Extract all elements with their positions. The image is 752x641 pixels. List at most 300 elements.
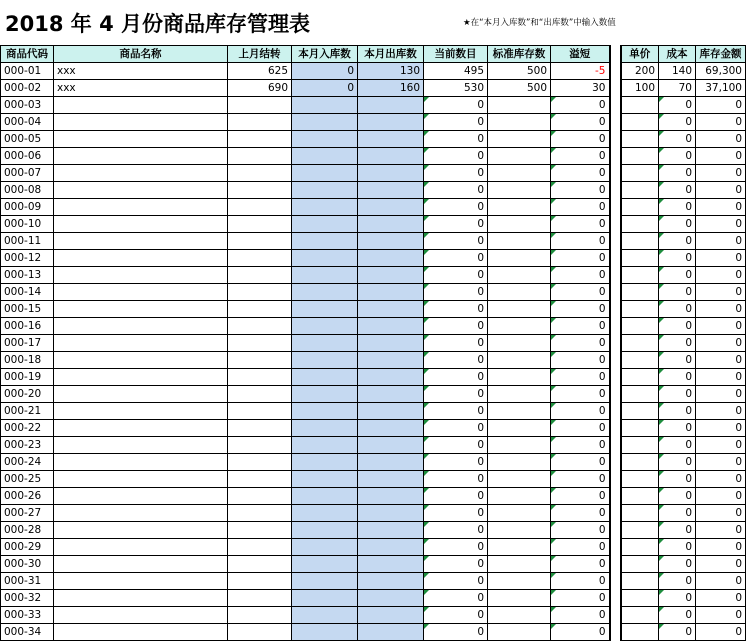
- cell-outbound[interactable]: [358, 488, 424, 505]
- cell-inbound[interactable]: [292, 267, 358, 284]
- cell-item-code[interactable]: 000-14: [1, 284, 54, 301]
- cell-cost[interactable]: 0: [659, 267, 696, 284]
- cell-cost[interactable]: 0: [659, 369, 696, 386]
- cell-standard[interactable]: 500: [488, 80, 551, 97]
- cell-current[interactable]: 495: [424, 63, 488, 80]
- cell-outbound[interactable]: [358, 437, 424, 454]
- cell-surplus[interactable]: 0: [551, 539, 610, 556]
- cell-inbound[interactable]: [292, 335, 358, 352]
- cell-standard[interactable]: [488, 148, 551, 165]
- cell-inbound[interactable]: [292, 573, 358, 590]
- cell-unit-price[interactable]: 100: [621, 80, 659, 97]
- header-stock-value[interactable]: 库存金额: [696, 46, 746, 63]
- cell-outbound[interactable]: [358, 267, 424, 284]
- cell-last-month[interactable]: [228, 284, 292, 301]
- cell-last-month[interactable]: [228, 454, 292, 471]
- cell-unit-price[interactable]: [621, 403, 659, 420]
- cell-current[interactable]: 0: [424, 522, 488, 539]
- cell-surplus[interactable]: 0: [551, 573, 610, 590]
- cell-last-month[interactable]: [228, 471, 292, 488]
- cell-stock-value[interactable]: 0: [696, 233, 746, 250]
- cell-item-code[interactable]: 000-16: [1, 318, 54, 335]
- cell-inbound[interactable]: [292, 318, 358, 335]
- cell-stock-value[interactable]: 0: [696, 369, 746, 386]
- cell-last-month[interactable]: [228, 607, 292, 624]
- cell-stock-value[interactable]: 0: [696, 165, 746, 182]
- cell-cost[interactable]: 0: [659, 182, 696, 199]
- cell-cost[interactable]: 0: [659, 454, 696, 471]
- header-last-month[interactable]: 上月结转: [228, 46, 292, 63]
- cell-stock-value[interactable]: 0: [696, 488, 746, 505]
- cell-current[interactable]: 0: [424, 97, 488, 114]
- cell-surplus[interactable]: 0: [551, 386, 610, 403]
- cell-unit-price[interactable]: [621, 335, 659, 352]
- cell-cost[interactable]: 0: [659, 352, 696, 369]
- cell-standard[interactable]: [488, 573, 551, 590]
- cell-item-code[interactable]: 000-03: [1, 97, 54, 114]
- cell-stock-value[interactable]: 0: [696, 420, 746, 437]
- cell-cost[interactable]: 140: [659, 63, 696, 80]
- cell-item-name[interactable]: [54, 590, 228, 607]
- cell-item-code[interactable]: 000-20: [1, 386, 54, 403]
- cell-current[interactable]: 0: [424, 233, 488, 250]
- cell-item-code[interactable]: 000-32: [1, 590, 54, 607]
- cell-cost[interactable]: 0: [659, 250, 696, 267]
- cell-standard[interactable]: [488, 369, 551, 386]
- cell-inbound[interactable]: [292, 250, 358, 267]
- cell-inbound[interactable]: [292, 148, 358, 165]
- cell-standard[interactable]: [488, 165, 551, 182]
- cell-unit-price[interactable]: [621, 590, 659, 607]
- header-cost[interactable]: 成本: [659, 46, 696, 63]
- header-item-name[interactable]: 商品名称: [54, 46, 228, 63]
- cell-outbound[interactable]: [358, 199, 424, 216]
- cell-item-code[interactable]: 000-21: [1, 403, 54, 420]
- cell-unit-price[interactable]: [621, 97, 659, 114]
- cell-stock-value[interactable]: 0: [696, 131, 746, 148]
- cell-inbound[interactable]: [292, 301, 358, 318]
- cell-stock-value[interactable]: 0: [696, 386, 746, 403]
- cell-stock-value[interactable]: 0: [696, 471, 746, 488]
- cell-last-month[interactable]: [228, 386, 292, 403]
- cell-cost[interactable]: 0: [659, 233, 696, 250]
- cell-cost[interactable]: 0: [659, 539, 696, 556]
- cell-surplus[interactable]: -5: [551, 63, 610, 80]
- cell-last-month[interactable]: [228, 97, 292, 114]
- cell-standard[interactable]: [488, 318, 551, 335]
- cell-standard[interactable]: [488, 386, 551, 403]
- cell-item-code[interactable]: 000-06: [1, 148, 54, 165]
- cell-surplus[interactable]: 0: [551, 250, 610, 267]
- cell-item-code[interactable]: 000-13: [1, 267, 54, 284]
- cell-item-code[interactable]: 000-31: [1, 573, 54, 590]
- cell-current[interactable]: 0: [424, 624, 488, 641]
- cell-stock-value[interactable]: 0: [696, 250, 746, 267]
- cell-last-month[interactable]: [228, 352, 292, 369]
- cell-surplus[interactable]: 0: [551, 437, 610, 454]
- cell-outbound[interactable]: [358, 318, 424, 335]
- cell-cost[interactable]: 0: [659, 420, 696, 437]
- cell-cost[interactable]: 0: [659, 505, 696, 522]
- cell-stock-value[interactable]: 0: [696, 573, 746, 590]
- cell-item-name[interactable]: [54, 403, 228, 420]
- cell-stock-value[interactable]: 0: [696, 182, 746, 199]
- cell-stock-value[interactable]: 0: [696, 522, 746, 539]
- cell-standard[interactable]: [488, 131, 551, 148]
- cell-item-code[interactable]: 000-33: [1, 607, 54, 624]
- cell-inbound[interactable]: [292, 114, 358, 131]
- cell-surplus[interactable]: 0: [551, 369, 610, 386]
- cell-current[interactable]: 0: [424, 182, 488, 199]
- cell-stock-value[interactable]: 0: [696, 607, 746, 624]
- cell-last-month[interactable]: [228, 556, 292, 573]
- cell-last-month[interactable]: [228, 522, 292, 539]
- cell-unit-price[interactable]: [621, 250, 659, 267]
- cell-current[interactable]: 0: [424, 420, 488, 437]
- cell-unit-price[interactable]: [621, 454, 659, 471]
- cell-item-code[interactable]: 000-17: [1, 335, 54, 352]
- cell-inbound[interactable]: [292, 165, 358, 182]
- cell-stock-value[interactable]: 0: [696, 556, 746, 573]
- cell-surplus[interactable]: 0: [551, 335, 610, 352]
- cell-item-name[interactable]: xxx: [54, 63, 228, 80]
- cell-inbound[interactable]: [292, 131, 358, 148]
- cell-current[interactable]: 0: [424, 471, 488, 488]
- cell-item-code[interactable]: 000-10: [1, 216, 54, 233]
- cell-item-name[interactable]: [54, 522, 228, 539]
- cell-outbound[interactable]: [358, 301, 424, 318]
- cell-item-name[interactable]: [54, 556, 228, 573]
- cell-standard[interactable]: [488, 539, 551, 556]
- cell-outbound[interactable]: [358, 607, 424, 624]
- cell-standard[interactable]: [488, 403, 551, 420]
- cell-cost[interactable]: 0: [659, 284, 696, 301]
- cell-last-month[interactable]: [228, 216, 292, 233]
- cell-surplus[interactable]: 0: [551, 233, 610, 250]
- cell-cost[interactable]: 0: [659, 573, 696, 590]
- cell-inbound[interactable]: [292, 182, 358, 199]
- cell-current[interactable]: 0: [424, 216, 488, 233]
- cell-item-code[interactable]: 000-01: [1, 63, 54, 80]
- cell-item-name[interactable]: [54, 182, 228, 199]
- cell-cost[interactable]: 70: [659, 80, 696, 97]
- cell-current[interactable]: 0: [424, 148, 488, 165]
- header-surplus[interactable]: 溢短: [551, 46, 610, 63]
- cell-standard[interactable]: [488, 420, 551, 437]
- cell-inbound[interactable]: 0: [292, 63, 358, 80]
- cell-item-code[interactable]: 000-19: [1, 369, 54, 386]
- cell-stock-value[interactable]: 0: [696, 199, 746, 216]
- cell-item-code[interactable]: 000-11: [1, 233, 54, 250]
- cell-item-name[interactable]: [54, 573, 228, 590]
- cell-item-code[interactable]: 000-12: [1, 250, 54, 267]
- cell-item-code[interactable]: 000-05: [1, 131, 54, 148]
- cell-last-month[interactable]: [228, 488, 292, 505]
- cell-surplus[interactable]: 0: [551, 403, 610, 420]
- cell-last-month[interactable]: [228, 131, 292, 148]
- cell-surplus[interactable]: 0: [551, 114, 610, 131]
- cell-current[interactable]: 0: [424, 369, 488, 386]
- cell-inbound[interactable]: [292, 97, 358, 114]
- header-standard[interactable]: 标准库存数: [488, 46, 551, 63]
- cell-outbound[interactable]: [358, 556, 424, 573]
- cell-surplus[interactable]: 0: [551, 284, 610, 301]
- cell-standard[interactable]: [488, 352, 551, 369]
- cell-item-name[interactable]: [54, 216, 228, 233]
- cell-item-name[interactable]: [54, 386, 228, 403]
- cell-standard[interactable]: [488, 488, 551, 505]
- cell-last-month[interactable]: [228, 165, 292, 182]
- cell-outbound[interactable]: [358, 522, 424, 539]
- cell-item-name[interactable]: [54, 471, 228, 488]
- cell-stock-value[interactable]: 0: [696, 301, 746, 318]
- cell-item-code[interactable]: 000-22: [1, 420, 54, 437]
- cell-surplus[interactable]: 0: [551, 318, 610, 335]
- cell-item-name[interactable]: [54, 97, 228, 114]
- cell-inbound[interactable]: [292, 505, 358, 522]
- cell-surplus[interactable]: 0: [551, 488, 610, 505]
- cell-stock-value[interactable]: 69,300: [696, 63, 746, 80]
- cell-item-name[interactable]: [54, 335, 228, 352]
- cell-last-month[interactable]: [228, 301, 292, 318]
- cell-stock-value[interactable]: 0: [696, 97, 746, 114]
- cell-outbound[interactable]: [358, 97, 424, 114]
- cell-cost[interactable]: 0: [659, 199, 696, 216]
- cell-cost[interactable]: 0: [659, 114, 696, 131]
- cell-outbound[interactable]: [358, 165, 424, 182]
- cell-current[interactable]: 0: [424, 556, 488, 573]
- cell-outbound[interactable]: [358, 352, 424, 369]
- cell-standard[interactable]: [488, 607, 551, 624]
- cell-standard[interactable]: [488, 454, 551, 471]
- cell-cost[interactable]: 0: [659, 165, 696, 182]
- cell-cost[interactable]: 0: [659, 488, 696, 505]
- cell-cost[interactable]: 0: [659, 624, 696, 641]
- cell-current[interactable]: 530: [424, 80, 488, 97]
- cell-item-name[interactable]: [54, 624, 228, 641]
- cell-unit-price[interactable]: [621, 182, 659, 199]
- cell-current[interactable]: 0: [424, 573, 488, 590]
- cell-last-month[interactable]: [228, 437, 292, 454]
- cell-item-name[interactable]: [54, 199, 228, 216]
- cell-current[interactable]: 0: [424, 539, 488, 556]
- cell-unit-price[interactable]: [621, 114, 659, 131]
- cell-current[interactable]: 0: [424, 437, 488, 454]
- cell-current[interactable]: 0: [424, 607, 488, 624]
- cell-last-month[interactable]: [228, 590, 292, 607]
- cell-standard[interactable]: [488, 97, 551, 114]
- cell-item-name[interactable]: [54, 301, 228, 318]
- cell-last-month[interactable]: [228, 267, 292, 284]
- cell-current[interactable]: 0: [424, 318, 488, 335]
- cell-item-name[interactable]: [54, 539, 228, 556]
- cell-last-month[interactable]: [228, 539, 292, 556]
- cell-surplus[interactable]: 0: [551, 148, 610, 165]
- cell-cost[interactable]: 0: [659, 97, 696, 114]
- cell-unit-price[interactable]: [621, 539, 659, 556]
- cell-item-name[interactable]: [54, 454, 228, 471]
- cell-unit-price[interactable]: [621, 318, 659, 335]
- cell-current[interactable]: 0: [424, 267, 488, 284]
- cell-cost[interactable]: 0: [659, 403, 696, 420]
- cell-surplus[interactable]: 0: [551, 454, 610, 471]
- cell-inbound[interactable]: [292, 386, 358, 403]
- cell-outbound[interactable]: [358, 590, 424, 607]
- cell-standard[interactable]: [488, 624, 551, 641]
- cell-last-month[interactable]: [228, 182, 292, 199]
- cell-stock-value[interactable]: 0: [696, 114, 746, 131]
- cell-stock-value[interactable]: 0: [696, 318, 746, 335]
- cell-standard[interactable]: [488, 437, 551, 454]
- cell-item-code[interactable]: 000-34: [1, 624, 54, 641]
- cell-surplus[interactable]: 0: [551, 199, 610, 216]
- cell-inbound[interactable]: [292, 539, 358, 556]
- cell-last-month[interactable]: [228, 250, 292, 267]
- cell-item-name[interactable]: [54, 369, 228, 386]
- cell-inbound[interactable]: [292, 420, 358, 437]
- cell-last-month[interactable]: [228, 335, 292, 352]
- cell-cost[interactable]: 0: [659, 556, 696, 573]
- cell-current[interactable]: 0: [424, 199, 488, 216]
- cell-unit-price[interactable]: [621, 165, 659, 182]
- cell-standard[interactable]: [488, 267, 551, 284]
- cell-item-code[interactable]: 000-24: [1, 454, 54, 471]
- cell-outbound[interactable]: [358, 505, 424, 522]
- cell-current[interactable]: 0: [424, 454, 488, 471]
- cell-item-code[interactable]: 000-08: [1, 182, 54, 199]
- cell-current[interactable]: 0: [424, 284, 488, 301]
- cell-outbound[interactable]: [358, 284, 424, 301]
- cell-cost[interactable]: 0: [659, 386, 696, 403]
- cell-current[interactable]: 0: [424, 165, 488, 182]
- cell-last-month[interactable]: [228, 505, 292, 522]
- cell-item-name[interactable]: [54, 250, 228, 267]
- cell-outbound[interactable]: [358, 216, 424, 233]
- cell-last-month[interactable]: 625: [228, 63, 292, 80]
- cell-item-name[interactable]: [54, 267, 228, 284]
- cell-unit-price[interactable]: [621, 233, 659, 250]
- cell-last-month[interactable]: [228, 114, 292, 131]
- cell-current[interactable]: 0: [424, 505, 488, 522]
- cell-unit-price[interactable]: [621, 284, 659, 301]
- header-current[interactable]: 当前数目: [424, 46, 488, 63]
- cell-surplus[interactable]: 0: [551, 216, 610, 233]
- cell-inbound[interactable]: [292, 624, 358, 641]
- cell-surplus[interactable]: 0: [551, 352, 610, 369]
- cell-item-name[interactable]: [54, 233, 228, 250]
- cell-inbound[interactable]: [292, 488, 358, 505]
- cell-item-code[interactable]: 000-26: [1, 488, 54, 505]
- cell-surplus[interactable]: 0: [551, 522, 610, 539]
- cell-surplus[interactable]: 0: [551, 182, 610, 199]
- cell-inbound[interactable]: [292, 471, 358, 488]
- cell-standard[interactable]: [488, 471, 551, 488]
- cell-inbound[interactable]: [292, 403, 358, 420]
- cell-cost[interactable]: 0: [659, 301, 696, 318]
- cell-current[interactable]: 0: [424, 250, 488, 267]
- cell-item-name[interactable]: [54, 318, 228, 335]
- cell-stock-value[interactable]: 0: [696, 284, 746, 301]
- cell-surplus[interactable]: 0: [551, 590, 610, 607]
- cell-outbound[interactable]: [358, 131, 424, 148]
- header-unit-price[interactable]: 单价: [621, 46, 659, 63]
- cell-item-code[interactable]: 000-28: [1, 522, 54, 539]
- cell-inbound[interactable]: [292, 233, 358, 250]
- cell-standard[interactable]: [488, 335, 551, 352]
- cell-stock-value[interactable]: 0: [696, 267, 746, 284]
- cell-inbound[interactable]: [292, 437, 358, 454]
- cell-standard[interactable]: [488, 233, 551, 250]
- cell-unit-price[interactable]: [621, 352, 659, 369]
- cell-cost[interactable]: 0: [659, 216, 696, 233]
- cell-item-code[interactable]: 000-18: [1, 352, 54, 369]
- cell-standard[interactable]: [488, 505, 551, 522]
- cell-standard[interactable]: [488, 522, 551, 539]
- cell-stock-value[interactable]: 0: [696, 454, 746, 471]
- cell-surplus[interactable]: 0: [551, 267, 610, 284]
- cell-surplus[interactable]: 0: [551, 607, 610, 624]
- cell-item-code[interactable]: 000-30: [1, 556, 54, 573]
- cell-surplus[interactable]: 0: [551, 471, 610, 488]
- cell-outbound[interactable]: [358, 471, 424, 488]
- cell-outbound[interactable]: 130: [358, 63, 424, 80]
- cell-stock-value[interactable]: 0: [696, 590, 746, 607]
- cell-item-name[interactable]: [54, 488, 228, 505]
- cell-item-name[interactable]: [54, 131, 228, 148]
- cell-cost[interactable]: 0: [659, 607, 696, 624]
- cell-standard[interactable]: 500: [488, 63, 551, 80]
- cell-standard[interactable]: [488, 182, 551, 199]
- cell-standard[interactable]: [488, 199, 551, 216]
- cell-surplus[interactable]: 0: [551, 301, 610, 318]
- header-inbound[interactable]: 本月入库数: [292, 46, 358, 63]
- cell-standard[interactable]: [488, 301, 551, 318]
- cell-outbound[interactable]: [358, 233, 424, 250]
- cell-item-code[interactable]: 000-29: [1, 539, 54, 556]
- cell-item-code[interactable]: 000-27: [1, 505, 54, 522]
- cell-stock-value[interactable]: 0: [696, 352, 746, 369]
- cell-outbound[interactable]: [358, 420, 424, 437]
- cell-cost[interactable]: 0: [659, 590, 696, 607]
- cell-standard[interactable]: [488, 216, 551, 233]
- cell-outbound[interactable]: [358, 114, 424, 131]
- cell-inbound[interactable]: [292, 590, 358, 607]
- cell-unit-price[interactable]: [621, 267, 659, 284]
- cell-stock-value[interactable]: 0: [696, 624, 746, 641]
- header-item-code[interactable]: 商品代码: [1, 46, 54, 63]
- cell-outbound[interactable]: [358, 182, 424, 199]
- cell-unit-price[interactable]: [621, 522, 659, 539]
- cell-cost[interactable]: 0: [659, 148, 696, 165]
- cell-unit-price[interactable]: [621, 488, 659, 505]
- cell-unit-price[interactable]: [621, 216, 659, 233]
- cell-current[interactable]: 0: [424, 131, 488, 148]
- cell-item-code[interactable]: 000-25: [1, 471, 54, 488]
- cell-outbound[interactable]: [358, 250, 424, 267]
- cell-last-month[interactable]: [228, 573, 292, 590]
- cell-inbound[interactable]: [292, 216, 358, 233]
- cell-outbound[interactable]: [358, 573, 424, 590]
- cell-outbound[interactable]: 160: [358, 80, 424, 97]
- cell-unit-price[interactable]: [621, 386, 659, 403]
- cell-outbound[interactable]: [358, 539, 424, 556]
- cell-standard[interactable]: [488, 556, 551, 573]
- cell-surplus[interactable]: 30: [551, 80, 610, 97]
- cell-outbound[interactable]: [358, 454, 424, 471]
- cell-inbound[interactable]: [292, 556, 358, 573]
- cell-current[interactable]: 0: [424, 301, 488, 318]
- cell-last-month[interactable]: [228, 624, 292, 641]
